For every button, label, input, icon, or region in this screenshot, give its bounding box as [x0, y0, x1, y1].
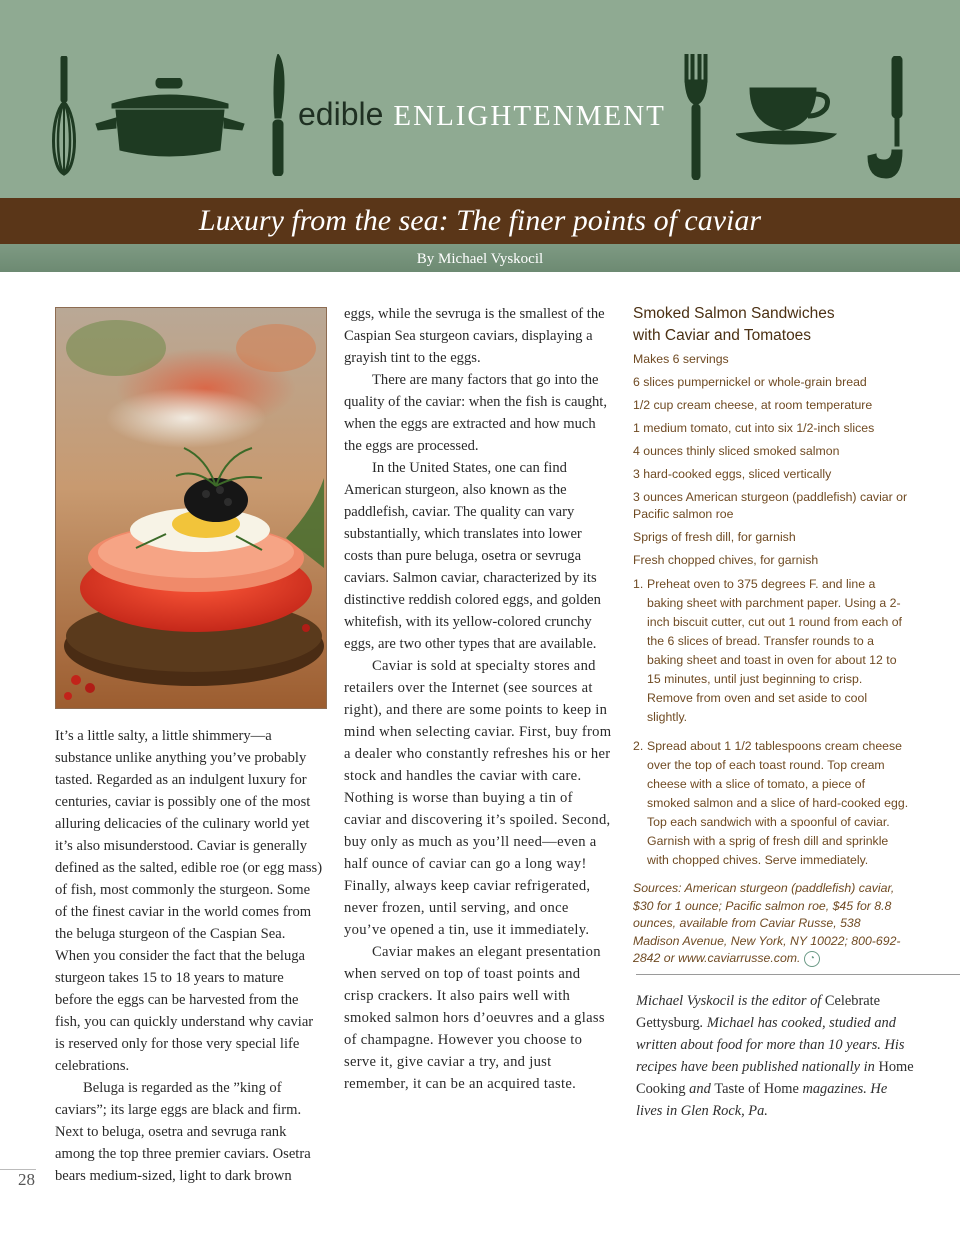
ingredient-item: 4 ounces thinly sliced smoked salmon	[633, 444, 840, 458]
ladle-icon	[866, 56, 910, 180]
bio-publication: Celebrate Gettysburg	[636, 993, 881, 1031]
caviar-sandwich-image	[56, 308, 326, 708]
ingredient-item: Sprigs of fresh dill, for garnish	[633, 530, 796, 544]
end-mark-icon: ◔	[804, 951, 820, 967]
recipe-sources	[633, 880, 909, 968]
ingredient-item: Fresh chopped chives, for garnish	[633, 553, 819, 567]
bio-text: and	[685, 1081, 715, 1097]
article-column-2	[344, 303, 614, 1095]
bio-text: magazines. He lives in Glen Rock, Pa.	[636, 1081, 888, 1119]
step-text: Spread about 1 1/2 tablespoons cream cheese over the top of each toast round. Top cream cheese with a slice of tomato, a piece of smoked salmon and a slice of hard-cooked egg. Top each sandwich with a spoonful of caviar. Garnish with a sprig of fresh dill and sprinkle with chopped chives. Serve immediately.	[647, 739, 909, 867]
col2-paragraph-4: Caviar is sold at specialty stores and retailers over the Internet (see sources at right), and there are some points to keep in mind when selecting caviar. First, buy from a dealer who constantly refreshes his or her stock and handles the caviar with care. Nothing is worse than buying a tin of caviar and discovering it’s spoiled. Second, buy only as much as you’ll need—even a half ounce of caviar can go a long way! Finally, always keep caviar refrigerated, never frozen, until serving, and once you’ve opened a tin, use it immediately.	[344, 658, 612, 938]
ingredient-item: 1 medium tomato, cut into six 1/2-inch slices	[633, 421, 875, 435]
masthead-edible: edible	[298, 96, 384, 132]
ingredient-item: 3 hard-cooked eggs, sliced vertically	[633, 467, 832, 481]
ingredient-item: 6 slices pumpernickel or whole-grain bread	[633, 375, 867, 389]
col2-paragraph-2: There are many factors that go into the quality of the caviar: when the fish is caught, when the eggs are extracted and how much the eggs are processed.	[344, 372, 608, 454]
recipe-yield: Makes 6 servings	[633, 352, 729, 366]
step-number: 1.	[633, 577, 644, 591]
bio-text: . Michael has cooked, studied and written about food for more than 10 years. His recipes have been published nationally in	[636, 1015, 905, 1075]
divider	[636, 974, 960, 975]
recipe-sidebar	[633, 303, 909, 968]
recipe-sources-text: Sources: American sturgeon (paddlefish) caviar, $30 for 1 ounce; Pacific salmon roe, $45 for 8.8 ounces, available from Caviar Russe, 538 Madison Avenue, New York, NY 10022; 800-692-2842 or www.caviarrusse.com.	[633, 881, 901, 965]
article-byline: By Michael Vyskocil	[416, 251, 544, 267]
step-number: 2.	[633, 739, 644, 753]
fork-icon	[684, 54, 708, 180]
col1-paragraph-1: It’s a little salty, a little shimmery—a substance unlike anything you’ve probably tasted. Regarded as an indulgent luxury for centuries, caviar is possibly one of the most alluring delicacies of the culinary world yet it’s also misunderstood. Caviar is generally defined as the salted, edible roe (or egg mass) of fish, most commonly the sturgeon. Some of the finest caviar in the world comes from the beluga sturgeon of the Caspian Sea. When you consider the fact that the beluga sturgeon takes 15 to 18 years to mature before the eggs can be harvested from the fish, you can quickly understand why caviar is reserved only for those very special life celebrations.	[55, 728, 323, 1074]
step-text: Preheat oven to 375 degrees F. and line a baking sheet with parchment paper. Using a 2-inch biscuit cutter, cut out 1 round from each of the 6 slices of bread. Transfer rounds to a baking sheet and toast in oven for about 12 to 15 minutes, until just beginning to crisp. Remove from oven and set aside to cool slightly.	[647, 577, 902, 724]
caviar-sandwich-photo	[55, 307, 327, 709]
bio-publication: Home Cooking	[636, 1059, 914, 1097]
article-column-1	[55, 725, 323, 1187]
page-number: 28	[18, 1170, 35, 1189]
masthead-enlightenment: ENLIGHTENMENT	[393, 100, 666, 132]
whisk-icon	[48, 56, 80, 180]
masthead-title	[298, 96, 666, 136]
author-bio	[636, 990, 916, 1122]
col2-paragraph-5: Caviar makes an elegant presentation when served on top of toast points and crisp crackers. It also pairs well with smoked salmon hors d’oeuvres and a glass of champagne. However you choose to serve it, give caviar a try, and just remember, it can be an acquired taste.	[344, 944, 605, 1092]
cup-icon	[736, 84, 838, 148]
recipe-title	[633, 303, 909, 347]
knife-icon	[268, 54, 288, 176]
ingredient-item: 3 ounces American sturgeon (paddlefish) caviar or Pacific salmon roe	[633, 490, 908, 521]
recipe-step	[633, 737, 909, 870]
bio-text: Michael Vyskocil is the editor of	[636, 993, 825, 1009]
pot-icon	[94, 78, 246, 162]
col1-paragraph-2: Beluga is regarded as the ”king of caviars”; its large eggs are black and firm. Next to beluga, osetra and sevruga rank among the top three premier caviars. Osetra bears medium-sized, light to dark brown	[55, 1080, 311, 1184]
col2-paragraph-3: In the United States, one can find American sturgeon, also known as the paddlefish, caviar. The quality can vary substantially, which translates into lower costs than pure beluga, osetra or sevruga caviars. Salmon caviar, characterized by its distinctive reddish colored eggs, and golden whitefish, with its yellow-colored crunchy eggs, are two other types that are available.	[344, 460, 601, 652]
ingredient-item: 1/2 cup cream cheese, at room temperature	[633, 398, 873, 412]
recipe-step	[633, 575, 909, 727]
bio-publication: Taste of Home	[714, 1081, 799, 1097]
col2-paragraph-1: eggs, while the sevruga is the smallest of the Caspian Sea sturgeon caviars, displaying a grayish tint to the eggs.	[344, 306, 605, 366]
recipe-title-line-2: with Caviar and Tomatoes	[633, 327, 812, 344]
recipe-title-line-1: Smoked Salmon Sandwiches	[633, 305, 835, 322]
article-title: Luxury from the sea: The finer points of caviar	[198, 204, 762, 237]
